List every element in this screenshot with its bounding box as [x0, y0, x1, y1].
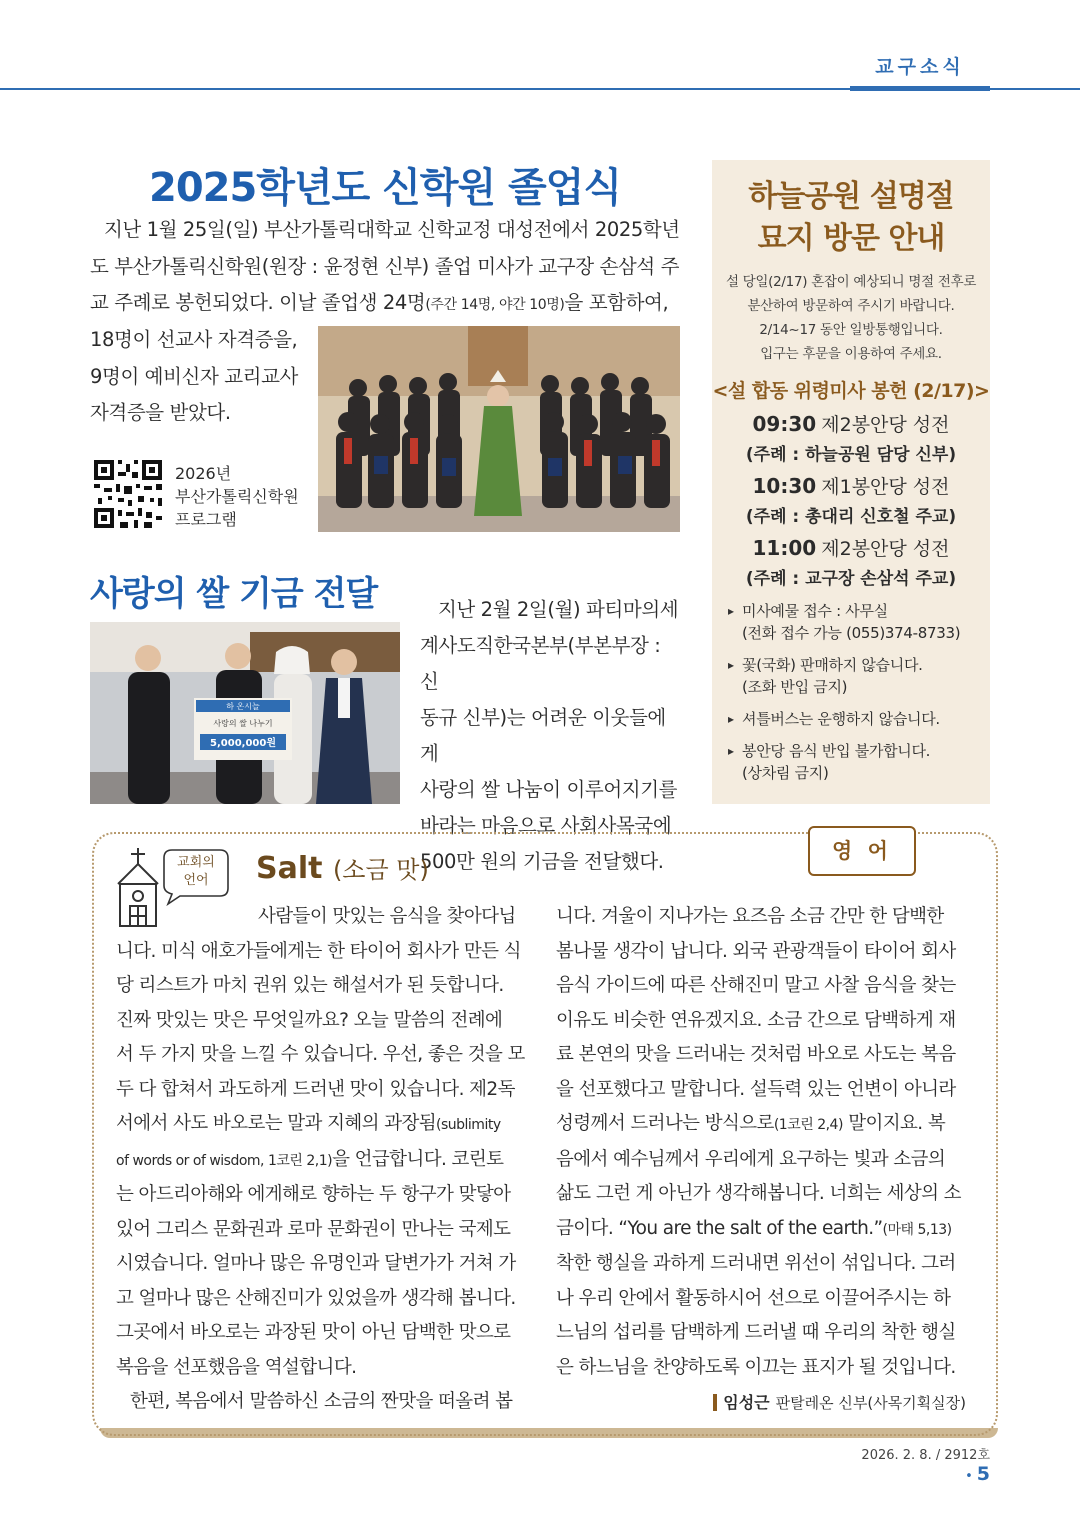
notice-line: 분산하여 방문하여 주시기 바랍니다.: [747, 298, 955, 314]
article1-text: 교 주례로 봉헌되었다. 이날 졸업생 24명: [90, 291, 426, 314]
text-line: 니다. 겨울이 지나가는 요즈음 소금 간만 한 담백한: [556, 906, 944, 927]
column-title-sub: (소금 맛): [332, 856, 429, 884]
info-item: [728, 708, 983, 730]
author-name: 임성근: [723, 1393, 770, 1412]
article2-line: 동규 신부)는 어려운 이웃들에게: [420, 706, 666, 765]
text-line: 느님의 섭리를 담백하게 드러낼 때 우리의 착한 행실: [556, 1322, 956, 1343]
article1-body: [90, 212, 682, 324]
mass-time: 09:30: [752, 412, 817, 436]
text-line: 니다. 미식 애호가들에게는 한 타이어 회사가 만든 식: [116, 940, 521, 962]
section-underline: [850, 86, 990, 91]
info-item: [728, 740, 983, 784]
text-line: 는 아드리아해와 에게해로 향하는 두 항구가 맞닿아: [116, 1184, 511, 1205]
text-line: 이유도 비슷한 연유겠지요. 소금 간으로 담백하게 재: [556, 1009, 956, 1031]
article1-line: 지난 1월 25일(일) 부산가톨릭대학교 신학교정 대성전에서 2025학년: [104, 218, 680, 241]
info-line: (조화 반입 금지): [742, 678, 848, 696]
mass-entry: [712, 534, 990, 589]
bubble-line: 교회의: [177, 855, 215, 870]
author-bar: [713, 1394, 717, 1411]
text-run: 서에서 사도 바오로는 말과 지혜의 과장됨: [116, 1113, 437, 1134]
mass-presider: (주례 : 하늘공원 담당 신부): [745, 445, 957, 465]
column-tag: 영 어: [808, 826, 916, 876]
article2-line: 지난 2월 2일(월) 파티마의세: [438, 598, 679, 621]
text-line: 한편, 복음에서 말씀하신 소금의 짠맛을 떠올려 봅: [130, 1391, 513, 1412]
notice-line: 설 당일(2/17) 혼잡이 예상되니 명절 전후로: [725, 274, 977, 290]
text-line: 사람들이 맛있는 음식을 찾아다닙: [258, 906, 516, 927]
mass-place: 제2봉안당 성전: [821, 538, 950, 560]
text-note: of words or of wisdom, 1코린 2,1): [116, 1152, 333, 1169]
article1-short-lines: [90, 322, 310, 432]
text-line: 음식 가이드에 따른 산해진미 말고 사찰 음식을 찾는: [556, 975, 956, 996]
text-line: 착한 행실을 과하게 드러내면 위선이 섞입니다. 그러: [556, 1253, 956, 1274]
text-line: 시였습니다. 얼마나 많은 유명인과 달변가가 거쳐 가: [116, 1253, 516, 1274]
mass-entry: [712, 472, 990, 527]
qr-code[interactable]: [92, 458, 164, 530]
page-footer: [840, 1444, 990, 1485]
text-line: [116, 1143, 526, 1179]
text-note: (마태 5,13): [882, 1221, 952, 1238]
issue-info: 2026. 2. 8. / 2912호: [861, 1448, 990, 1463]
qr-caption-line: 2026년: [175, 464, 232, 483]
text-line: 음에서 예수님께서 우리에게 요구하는 빛과 소금의: [556, 1148, 946, 1170]
article1-line: 도 부산가톨릭신학원(원장 : 윤정현 신부) 졸업 미사가 교구장 손삼석 주: [90, 254, 680, 278]
page-number: 5: [976, 1463, 990, 1485]
text-line: 고 얼마나 많은 산해진미가 있었을까 생각해 봅니다.: [116, 1287, 516, 1309]
article1-line: 자격증을 받았다.: [90, 401, 231, 424]
qr-caption: [175, 462, 299, 531]
text-line: 봄나물 생각이 납니다. 외국 관광객들이 타이어 회사: [556, 940, 956, 962]
text-line: 서 두 가지 맛을 느낄 수 있습니다. 우선, 좋은 것을 모: [116, 1044, 525, 1065]
text-line: 진짜 맛있는 맛은 무엇일까요? 오늘 말씀의 전례에: [116, 1009, 503, 1031]
text-note: (1코린 2,4): [773, 1117, 843, 1133]
article2-line: 사랑의 쌀 나눔이 이루어지기를: [420, 778, 678, 801]
bullet-dot: •: [965, 1469, 973, 1484]
info-item: [728, 600, 983, 644]
bubble-label: [166, 854, 226, 890]
notice-line: 입구는 후문을 이용하여 주세요.: [760, 346, 942, 362]
text-line: 복음을 선포했음을 역설합니다.: [116, 1356, 357, 1378]
sidebar-info-list: [728, 600, 983, 794]
article1-line: [90, 285, 682, 324]
author-credit: [700, 1390, 966, 1413]
article2-line: 계사도직한국본부(부본부장 : 신: [420, 634, 661, 693]
text-line: 을 선포했다고 말합니다. 설득력 있는 언변이 아니라: [556, 1078, 956, 1100]
author-title: 판탈레온 신부(사목기획실장): [775, 1394, 966, 1412]
text-run: 성령께서 드러나는 방식으로: [556, 1113, 774, 1134]
sidebar-title-line: 묘지 방문 안내: [757, 221, 945, 256]
sidebar-notice: [712, 270, 990, 366]
text-run: 을 언급합니다. 코린토: [332, 1148, 504, 1170]
article1-text: 을 포함하여,: [564, 291, 669, 314]
mass-place: 제2봉안당 성전: [821, 414, 950, 436]
text-line: 료 본연의 맛을 드러내는 것처럼 바오로 사도는 복음: [556, 1044, 956, 1065]
bubble-line: 언어: [183, 873, 209, 888]
column-title-main: Salt: [256, 851, 323, 886]
info-item: [728, 654, 983, 698]
qr-caption-line: 프로그램: [175, 510, 237, 529]
article1-title: 2025학년도 신학원 졸업식: [149, 165, 621, 211]
column-right-text: [556, 900, 968, 1385]
text-line: 삶도 그런 게 아닌가 생각해봅니다. 너희는 세상의 소: [556, 1183, 961, 1204]
mass-schedule-title: <설 합동 위령미사 봉헌 (2/17)>: [712, 380, 990, 402]
graduation-photo: [318, 326, 680, 532]
sidebar-title-line: 하늘공원 설명절: [748, 179, 954, 214]
article1-line: 9명이 예비신자 교리교사: [90, 364, 298, 388]
column-title: [256, 850, 429, 886]
text-line: [556, 1212, 968, 1248]
mass-place: 제1봉안당 성전: [821, 476, 950, 498]
article2-line: 500만 원의 기금을 전달했다.: [420, 850, 664, 873]
text-line: 은 하느님을 찬양하도록 이끄는 표지가 될 것입니다.: [556, 1356, 956, 1378]
section-label: 교구소식: [875, 56, 965, 78]
info-line: (전화 접수 가능 (055)374-8733): [742, 624, 961, 642]
text-run: 금이다. “You are the salt of the earth.”: [556, 1217, 883, 1239]
article2-line: 바라는 마음으로 사회사목국에: [420, 814, 672, 837]
banner-org: 하 온시늘: [226, 702, 260, 711]
text-line: [556, 1107, 968, 1143]
text-line: 당 리스트가 마치 권위 있는 해설서가 된 듯합니다.: [116, 975, 504, 996]
mass-presider: (주례 : 교구장 손삼석 주교): [745, 569, 957, 589]
article1-line: 18명이 선교사 자격증을,: [90, 328, 298, 351]
qr-caption-line: 부산가톨릭신학원: [175, 487, 299, 506]
article1-note: (주간 14명, 야간 10명): [425, 297, 565, 313]
text-line: [116, 1107, 526, 1143]
mass-entry: [712, 410, 990, 465]
banner-caption: 사랑의 쌀 나누기: [213, 719, 273, 728]
notice-line: 2/14~17 동안 일방통행입니다.: [759, 322, 943, 338]
mass-time: 10:30: [752, 474, 817, 498]
text-line: 있어 그리스 문화권과 로마 문화권이 만나는 국제도: [116, 1218, 511, 1240]
column-left-text: [116, 900, 526, 1420]
text-line: 두 다 합쳐서 과도하게 드러낸 맛이 있습니다. 제2독: [116, 1078, 515, 1100]
banner-amount: 5,000,000원: [210, 738, 276, 749]
mass-presider: (주례 : 총대리 신호철 주교): [745, 507, 957, 527]
mass-time: 11:00: [752, 536, 817, 560]
info-line: ▸ 셔틀버스는 운행하지 않습니다.: [742, 710, 940, 728]
info-line: ▸ 꽃(국화) 판매하지 않습니다.: [742, 656, 923, 674]
info-line: (상차림 금지): [742, 764, 829, 782]
donation-photo: [90, 622, 400, 804]
sidebar-title: [712, 176, 990, 260]
text-line: 그곳에서 바오로는 과장된 맛이 아닌 담백한 맛으로: [116, 1322, 511, 1343]
text-line: 나 우리 안에서 활동하시어 선으로 이끌어주시는 하: [556, 1287, 951, 1309]
text-note: (sublimity: [436, 1117, 501, 1133]
info-line: ▸ 봉안당 음식 반입 불가합니다.: [742, 742, 931, 760]
text-run: 말이지요. 복: [842, 1113, 946, 1134]
article2-title: 사랑의 쌀 기금 전달: [90, 574, 378, 614]
info-line: ▸ 미사예물 접수 : 사무실: [742, 602, 888, 620]
